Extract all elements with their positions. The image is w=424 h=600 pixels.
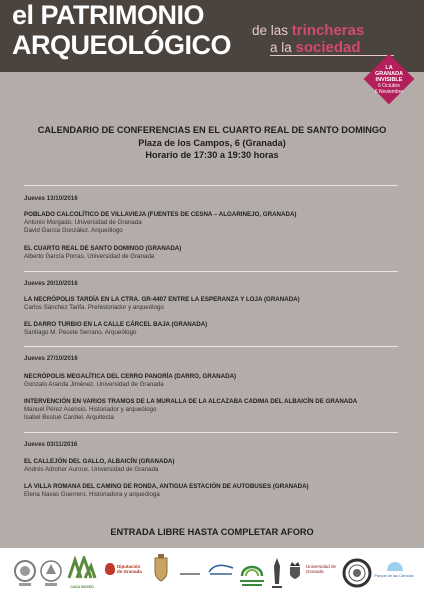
talk-entry [24,458,398,474]
talk-speaker: Alberto García Porras. Universidad de Granada [24,253,155,260]
subtitle-part: de las [252,23,292,38]
talk-speaker: Isabel Bestué Cardiel. Arquitecta [24,414,114,421]
session-date: Jueves 13/10/2016 [24,195,78,202]
talk-speaker: Andrés Adroher Auroux. Universidad de Granada [24,466,159,473]
casa-museo-icon [67,556,97,580]
seal-logo-2 [40,556,62,590]
talk-speaker: Manuel Pérez Asensio. Historiador y arqueólogo [24,406,157,413]
coat-of-arms-logo [154,554,168,584]
talk-entry [24,296,398,312]
casa-museo-text: CASA MUSEO [70,585,94,589]
talk-entry [24,373,398,389]
subtitle-highlight: sociedad [295,39,361,56]
talk-speaker: Gonzalo Aranda Jiménez. Universidad de Granada [24,381,164,388]
event-badge [366,56,412,102]
talk-speaker: David García González. Arqueólogo [24,227,123,234]
sponsor-logos-bar [0,548,424,600]
session-date: Jueves 03/11/2016 [24,441,78,448]
ayuntamiento-logo [180,570,200,578]
divider [24,432,398,433]
badge-line: 6 Octubre [378,83,400,89]
talk-entry [24,321,398,337]
patronato-logo [208,562,234,576]
talk-title: EL CUARTO REAL DE SANTO DOMINGO (GRANADA) [24,245,182,252]
talk-title: LA VILLA ROMANA DEL CAMINO DE RONDA, ANTIGUA ESTACIÓN DE AUTOBUSES (GRANADA) [24,483,309,490]
parque-ciencias-logo [374,556,414,590]
talk-title: NECRÓPOLIS MEGALÍTICA DEL CERRO PANORÍA (DARRO, GRANADA) [24,373,237,380]
talk-speaker: Elena Navas Guerrero. Historiadora y arqueóloga [24,491,160,498]
monument-logo [270,556,284,592]
talk-title: EL DARRO TURBIO EN LA CALLE CÁRCEL BAJA (GRANADA) [24,321,208,328]
dome-icon [386,556,404,572]
talk-entry [24,398,398,422]
diputacion-granada-logo [104,556,142,590]
casa-museo-logo [67,556,97,590]
subtitle [252,22,382,56]
intro-schedule: Horario de 17:30 a 19:30 horas [145,150,279,160]
free-entry-note: ENTRADA LIBRE HASTA COMPLETAR AFORO [110,527,314,537]
talk-speaker: Antonio Morgado. Universidad de Granada [24,219,142,226]
header-banner [0,0,424,72]
talk-title: INTERVENCIÓN EN VARIOS TRAMOS DE LA MURALLA DE LA ALCAZABA CADIMA DEL ALBAICÍN DE GRANADA [24,398,358,405]
divider [24,346,398,347]
badge-text [366,65,412,95]
badge-line: INVISIBLE [375,77,403,83]
parque-text: Parque de las Ciencias [374,574,414,578]
session-date: Jueves 27/10/2016 [24,355,78,362]
intro-block [20,124,404,162]
badge-line: LA [385,65,393,71]
talk-entry [24,211,398,235]
ring-seal-logo [342,556,372,590]
intro-title: CALENDARIO DE CONFERENCIAS EN EL CUARTO REAL DE SANTO DOMINGO [37,125,387,135]
title-line-2: ARQUEOLÓGICO [12,30,232,60]
session-date: Jueves 20/10/2016 [24,280,78,287]
intro-address: Plaza de los Campos, 6 (Granada) [138,137,286,148]
talk-title: LA NECRÓPOLIS TARDÍA EN LA CTRA. GR-4407 ENTRE LA ESPERANZA Y LOJA (GRANADA) [24,296,300,303]
talk-entry [24,245,398,261]
talk-entry [24,483,398,499]
seal-logo-1 [14,556,36,590]
junta-andalucia-logo [238,556,266,590]
talk-title: EL CALLEJÓN DEL GALLO, ALBAICÍN (GRANADA) [24,458,175,465]
talk-speaker: Santiago M. Pecete Serrano. Arqueólogo [24,329,137,336]
subtitle-part: a la [270,40,296,55]
subtitle-highlight: trincheras [291,22,365,39]
crown-crest-logo [288,560,302,580]
badge-line: GRANADA [374,71,404,77]
badge-line: 6 Noviembre [374,89,404,95]
divider [24,185,398,186]
title-line-1: el PATRIMONIO [12,0,205,30]
universidad-logo: Universidad de Granada [306,564,337,574]
diputacion-text: Diputación de Granada [117,564,142,574]
pomegranate-icon [104,562,116,576]
talk-speaker: Carlos Sánchez Tarifa. Prehistoriador y arqueólogo [24,304,164,311]
divider [24,271,398,272]
talk-title: POBLADO CALCOLÍTICO DE VILLAVIEJA (FUENTES DE CESNA – ALGARINEJO, GRANADA) [24,211,297,218]
